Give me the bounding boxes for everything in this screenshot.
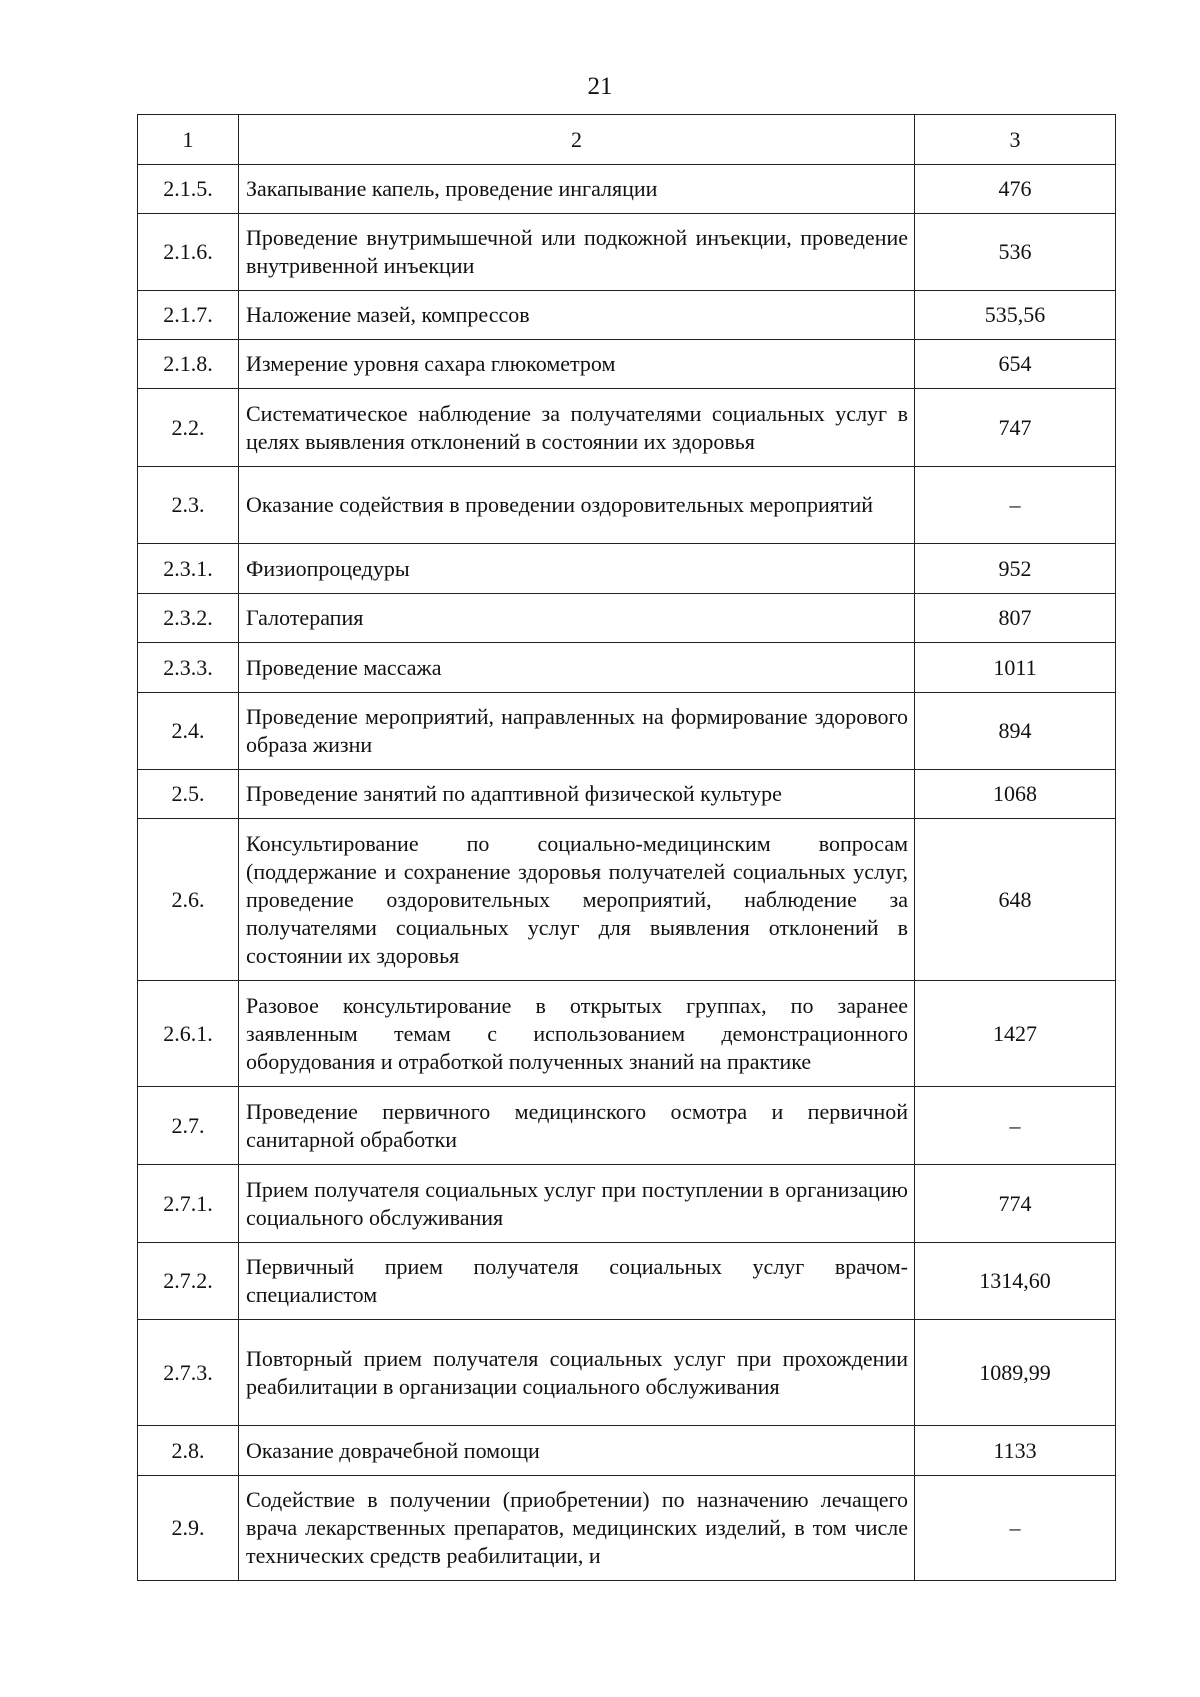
table-header-row <box>138 115 1116 165</box>
table-row <box>138 389 1116 467</box>
row-number: 2.7.3. <box>138 1320 239 1426</box>
row-description: Физиопроцедуры <box>239 544 915 594</box>
row-value: 654 <box>915 340 1116 389</box>
table-row <box>138 594 1116 643</box>
row-number: 2.6.1. <box>138 981 239 1087</box>
row-description: Систематическое наблюдение за получателями социальных услуг в целях выявления отклонений в состоянии их здоровья <box>239 389 915 467</box>
row-value: 1011 <box>915 643 1116 693</box>
row-number: 2.1.8. <box>138 340 239 389</box>
row-number: 2.7.1. <box>138 1165 239 1243</box>
table-row <box>138 1165 1116 1243</box>
row-value: 807 <box>915 594 1116 643</box>
row-description: Измерение уровня сахара глюкометром <box>239 340 915 389</box>
row-number: 2.3.3. <box>138 643 239 693</box>
table-row <box>138 819 1116 981</box>
table-row <box>138 770 1116 819</box>
row-value: 747 <box>915 389 1116 467</box>
row-number: 2.3.2. <box>138 594 239 643</box>
row-description: Проведение массажа <box>239 643 915 693</box>
table-row <box>138 643 1116 693</box>
table-row <box>138 340 1116 389</box>
row-number: 2.7.2. <box>138 1243 239 1320</box>
row-value: 1068 <box>915 770 1116 819</box>
header-col-1: 1 <box>138 115 239 165</box>
row-description: Закапывание капель, проведение ингаляции <box>239 165 915 214</box>
table-row <box>138 1476 1116 1581</box>
row-value: 536 <box>915 214 1116 291</box>
row-value: 1314,60 <box>915 1243 1116 1320</box>
row-value: 535,56 <box>915 291 1116 340</box>
row-description: Разовое консультирование в открытых группах, по заранее заявленным темам с использованием демонстрационного оборудования и отработкой полученных знаний на практике <box>239 981 915 1087</box>
row-description: Галотерапия <box>239 594 915 643</box>
row-value: 648 <box>915 819 1116 981</box>
header-col-3: 3 <box>915 115 1116 165</box>
row-value: 1089,99 <box>915 1320 1116 1426</box>
page-number: 21 <box>587 73 613 100</box>
row-description: Содействие в получении (приобретении) по назначению лечащего врача лекарственных препаратов, медицинских изделий, в том числе технических средств реабилитации, и <box>239 1476 915 1581</box>
row-number: 2.1.5. <box>138 165 239 214</box>
table-row <box>138 693 1116 770</box>
row-number: 2.3.1. <box>138 544 239 594</box>
row-description: Первичный прием получателя социальных услуг врачом-специалистом <box>239 1243 915 1320</box>
row-description: Оказание доврачебной помощи <box>239 1426 915 1476</box>
row-number: 2.2. <box>138 389 239 467</box>
row-value: 774 <box>915 1165 1116 1243</box>
row-value: – <box>915 1087 1116 1165</box>
row-number: 2.4. <box>138 693 239 770</box>
row-description: Прием получателя социальных услуг при поступлении в организацию социального обслуживания <box>239 1165 915 1243</box>
table-row <box>138 981 1116 1087</box>
row-number: 2.5. <box>138 770 239 819</box>
row-number: 2.1.7. <box>138 291 239 340</box>
row-value: 1133 <box>915 1426 1116 1476</box>
table-row <box>138 1087 1116 1165</box>
row-description: Наложение мазей, компрессов <box>239 291 915 340</box>
table-row <box>138 1243 1116 1320</box>
row-description: Повторный прием получателя социальных услуг при прохождении реабилитации в организации социального обслуживания <box>239 1320 915 1426</box>
services-table <box>137 114 1116 1581</box>
table-row <box>138 1320 1116 1426</box>
row-number: 2.8. <box>138 1426 239 1476</box>
row-value: 476 <box>915 165 1116 214</box>
table-row <box>138 467 1116 544</box>
table-row <box>138 1426 1116 1476</box>
row-description: Проведение первичного медицинского осмотра и первичной санитарной обработки <box>239 1087 915 1165</box>
row-value: 894 <box>915 693 1116 770</box>
row-description: Проведение внутримышечной или подкожной инъекции, проведение внутривенной инъекции <box>239 214 915 291</box>
row-description: Оказание содействия в проведении оздоровительных мероприятий <box>239 467 915 544</box>
table-row <box>138 165 1116 214</box>
table-row <box>138 214 1116 291</box>
row-number: 2.6. <box>138 819 239 981</box>
row-description: Проведение мероприятий, направленных на формирование здорового образа жизни <box>239 693 915 770</box>
row-value: – <box>915 1476 1116 1581</box>
row-number: 2.9. <box>138 1476 239 1581</box>
row-description: Консультирование по социально-медицинским вопросам (поддержание и сохранение здоровья получателей социальных услуг, проведение оздоровительных мероприятий, наблюдение за получателями социальных услуг для выявления отклонений в состоянии их здоровья <box>239 819 915 981</box>
header-col-2: 2 <box>239 115 915 165</box>
row-number: 2.3. <box>138 467 239 544</box>
table-row <box>138 291 1116 340</box>
row-value: 1427 <box>915 981 1116 1087</box>
row-value: – <box>915 467 1116 544</box>
row-number: 2.7. <box>138 1087 239 1165</box>
row-value: 952 <box>915 544 1116 594</box>
row-number: 2.1.6. <box>138 214 239 291</box>
table-row <box>138 544 1116 594</box>
row-description: Проведение занятий по адаптивной физической культуре <box>239 770 915 819</box>
